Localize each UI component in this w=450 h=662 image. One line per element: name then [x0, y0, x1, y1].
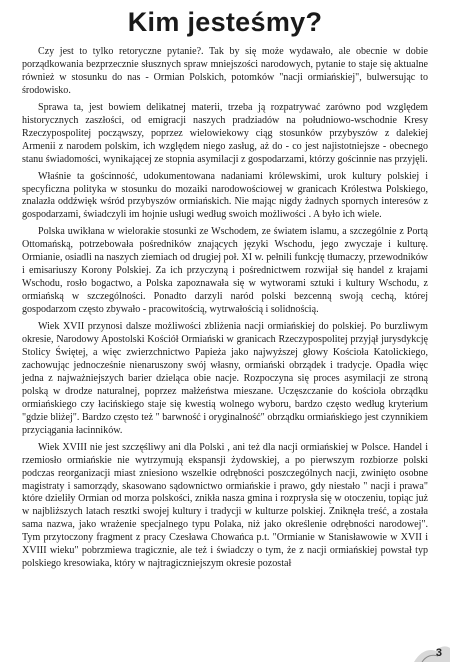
page-title: Kim jesteśmy? — [127, 7, 323, 37]
paragraph-5: Wiek XVII przynosi dalsze możliwości zbliżenia nacji ormiańskiej do polskiej. Po burzliwym okresie, Narodowy Apostolski Kościół Ormiański w granicach Rzeczypospolitej przyjął jurysdykcję Stolicy Świętej, a więc zwierzchnictwo Papieża jako najwyższej głowy Kościoła Katolickiego, zachowując jednocześnie nienaruszony swój własny, ormiański obrządek i tradycje. Opadła więc jedna z najważniejszych barier dzieląca obie nacje. Rozpoczyna się proces asymilacji ze stroną polską w drodze naturalnej, poprzez małżeństwa mieszane. Uczęszczanie do kościoła obrządku ormiańskiego czy łacińskiego staje się kwestią wolnego wyboru, bardzo często według kryterium "gdzie bliżej". Bardzo często też " barwność i oryginalność" obrządku ormiańskiego jest czynnikiem przyciągania łacinników. — [22, 321, 428, 436]
paragraph-1: Czy jest to tylko retoryczne pytanie?. Tak by się może wydawało, ale obecnie w dobie porządkowania bezprzecznie słusznych spraw mniejszości narodowych, pytanie to staje się aktualne również w stosunku do nas - Ormian Polskich, potomków "nacji ormiańskiej", bulwersując to środowisko. — [22, 46, 428, 96]
paragraph-6: Wiek XVIII nie jest szczęśliwy ani dla Polski , ani też dla nacji ormiańskiej w Polsce. Handel i rzemiosło ormiańskie nie wytrzymują ekspansji żydowskiej, a po pierwszym rozbiorze polski podczas reorganizacji miast zniesiono wszelkie odrębności poszczególnych nacji, zwinięto osobne magistraty i samorządy, skasowano sądownictwo ormiańskie i prawo, gdy niestało " nacji i prawa" które dzieliły Ormian od morza polskości, znikła nasza gmina i rozprysła się w otoczeniu, topiąc już w najbliższych latach resztki swojej kultury i tradycji w kulturze polskiej. Zniknęła treść, a została sama nazwa, jako wrażenie specjalnego typu Polaka, niż jako określenie odrębności narodowej". Tym przytoczony fragment z pracy Czesława Chowańca p.t. "Ormianie w Stanisławowie w XVII i XVIII wieku" pobrzmiewa tragicznie, ale też i świadczy o tym, że z nacji ormiańskiej powstał typ polskiego kresowiaka, który w najtragiczniejszym okresie pozostał — [22, 441, 428, 570]
page-number: 3 — [435, 647, 442, 659]
paragraph-4: Polska uwikłana w wielorakie stosunki ze Wschodem, ze światem islamu, a szczególnie z Portą Ottomańską, potrzebowała pośredników znających języki Wschodu, jego zwyczaje i kulturę. Ormianie, osiadli na naszych ziemiach od drugiej poł. XI w. pełnili funkcję tłumaczy, przewodników i emisariuszy Korony Polskiej. Za ich przyczyną i pośrednictwem rozwijał się handel z krajami Wschodu, rosło bogactwo, a Polska zapoznawała się w wytworami sztuki i kultury Wschodu, z ormiańską w szczególności. Ponadto darzyli naród polski bezcenną swoją cechą, której gospodarzom często zbywało - pracowitością, wytrwałością i solidnością. — [22, 226, 428, 316]
corner-ornament-icon — [410, 642, 450, 662]
paragraph-3: Właśnie ta gościnność, udokumentowana nadaniami królewskimi, urok kultury polskiej i specyficzna polityka w stosunku do mozaiki narodowościowej w granicach Królestwa Polskiego, znalazła oddźwięk wśród przybyszów ormiańskich. Nie mając nigdy żadnych spornych interesów z gospodarzami, świadczyli im hojnie usługi według swoich możliwości . A było ich wiele. — [22, 170, 428, 221]
paragraph-2: Sprawa ta, jest bowiem delikatnej materii, trzeba ją rozpatrywać zarówno pod względem historycznych zaszłości, od emigracji naszych pradziadów na południowo-wschodnie Kresy Rzeczypospolitej począwszy, poprzez wielowiekowy ciąg stosunków przybyszów z dalekiej Armenii z narodem polskim, ich względem niego zasług, aż do - co jest najistotniejsze - obecnego stanu świadomości, wynikającej ze stopnia asymilacji z gospodarzami, którzy gościnnie nas przyjęli. — [22, 101, 428, 165]
